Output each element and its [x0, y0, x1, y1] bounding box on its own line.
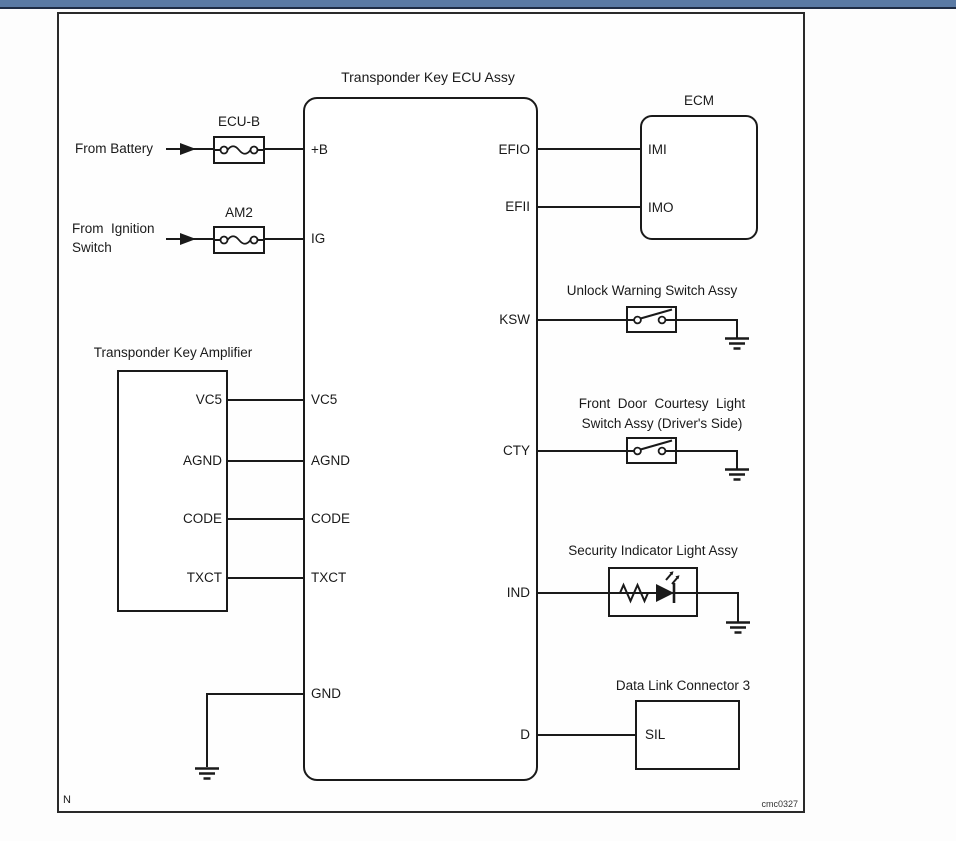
fuse-ecu-b-label: ECU-B [217, 114, 261, 129]
switch-icon [628, 439, 675, 462]
ecm-title: ECM [684, 93, 714, 108]
wire-fuse-to-plus-b [265, 148, 303, 150]
ecu-pin-ind: IND [506, 585, 530, 600]
fuse-am2-label: AM2 [225, 205, 253, 220]
fuse-am2-box [213, 226, 265, 254]
wire-lamp-to-ground [698, 592, 739, 594]
wire-switch-to-ground-ksw [677, 319, 738, 321]
wire-gnd-horizontal [207, 693, 303, 695]
ecu-pin-d: D [520, 727, 530, 742]
dlc3-title: Data Link Connector 3 [615, 678, 751, 693]
fuse-ecu-b-box [213, 136, 265, 164]
ecu-pin-agnd: AGND [311, 453, 351, 468]
unlock-switch-title: Unlock Warning Switch Assy [566, 283, 738, 298]
amplifier-pin-vc5: VC5 [195, 392, 222, 407]
unlock-switch-box [626, 306, 677, 333]
wire-fuse-to-ig [265, 238, 303, 240]
wire-ind-ground-drop [737, 592, 739, 622]
ecu-pin-txct: TXCT [311, 570, 347, 585]
amplifier-pin-txct: TXCT [186, 570, 222, 585]
ecu-pin-vc5: VC5 [311, 392, 338, 407]
ecu-box [303, 97, 538, 781]
ground-icon [726, 621, 750, 635]
dlc3-pin-sil: SIL [645, 727, 666, 742]
top-accent-bar [0, 0, 956, 7]
from-ignition-label: From Ignition [72, 221, 155, 236]
wire-cty-to-switch [538, 450, 627, 452]
wire-ksw-ground-drop [736, 319, 738, 338]
top-accent-edge [0, 7, 956, 9]
page-mark: N [63, 794, 71, 806]
ecu-pin-efio: EFIO [498, 142, 530, 157]
courtesy-switch-title: Switch Assy (Driver's Side) [581, 416, 743, 431]
resistor-led-icon [610, 569, 696, 615]
wire-cty-ground-drop [736, 450, 738, 469]
ecu-pin-ksw: KSW [499, 312, 530, 327]
arrow-icon [180, 233, 196, 245]
amplifier-title: Transponder Key Amplifier [93, 345, 253, 360]
wire-switch-to-ground-cty [677, 450, 738, 452]
wire-vc5 [228, 399, 303, 401]
indicator-title: Security Indicator Light Assy [568, 543, 738, 558]
ecm-pin-imo: IMO [648, 200, 674, 215]
arrow-icon [180, 143, 196, 155]
wire-code [228, 518, 303, 520]
ecu-pin-code: CODE [311, 511, 351, 526]
ecu-title: Transponder Key ECU Assy [341, 69, 515, 85]
ecu-pin-cty: CTY [503, 443, 530, 458]
from-ignition-label: Switch [72, 240, 112, 255]
from-battery-label: From Battery [75, 141, 154, 156]
ground-icon [195, 767, 219, 781]
fuse-icon [215, 138, 263, 162]
switch-icon [628, 308, 675, 331]
wire-gnd-vertical [206, 693, 208, 767]
ecu-pin-ig: IG [311, 231, 326, 246]
figure-code: cmc0327 [761, 799, 798, 809]
wire-agnd [228, 460, 303, 462]
indicator-lamp-box [608, 567, 698, 617]
wire-efii-imo [538, 206, 640, 208]
ecm-pin-imi: IMI [648, 142, 667, 157]
fuse-icon [215, 228, 263, 252]
amplifier-pin-code: CODE [182, 511, 222, 526]
wire-ksw-to-switch [538, 319, 627, 321]
ecu-pin-gnd: GND [311, 686, 341, 701]
ecu-pin-plus-b: +B [311, 142, 328, 157]
wire-efio-imi [538, 148, 640, 150]
wire-ind-to-lamp [538, 592, 608, 594]
ecm-box [640, 115, 758, 240]
wire-txct [228, 577, 303, 579]
wire-d-to-sil [538, 734, 635, 736]
ground-icon [725, 337, 749, 351]
ground-icon [725, 468, 749, 482]
courtesy-switch-title: Front Door Courtesy Light [578, 396, 746, 411]
ecu-pin-efii: EFII [505, 199, 530, 214]
courtesy-switch-box [626, 437, 677, 464]
amplifier-pin-agnd: AGND [182, 453, 222, 468]
